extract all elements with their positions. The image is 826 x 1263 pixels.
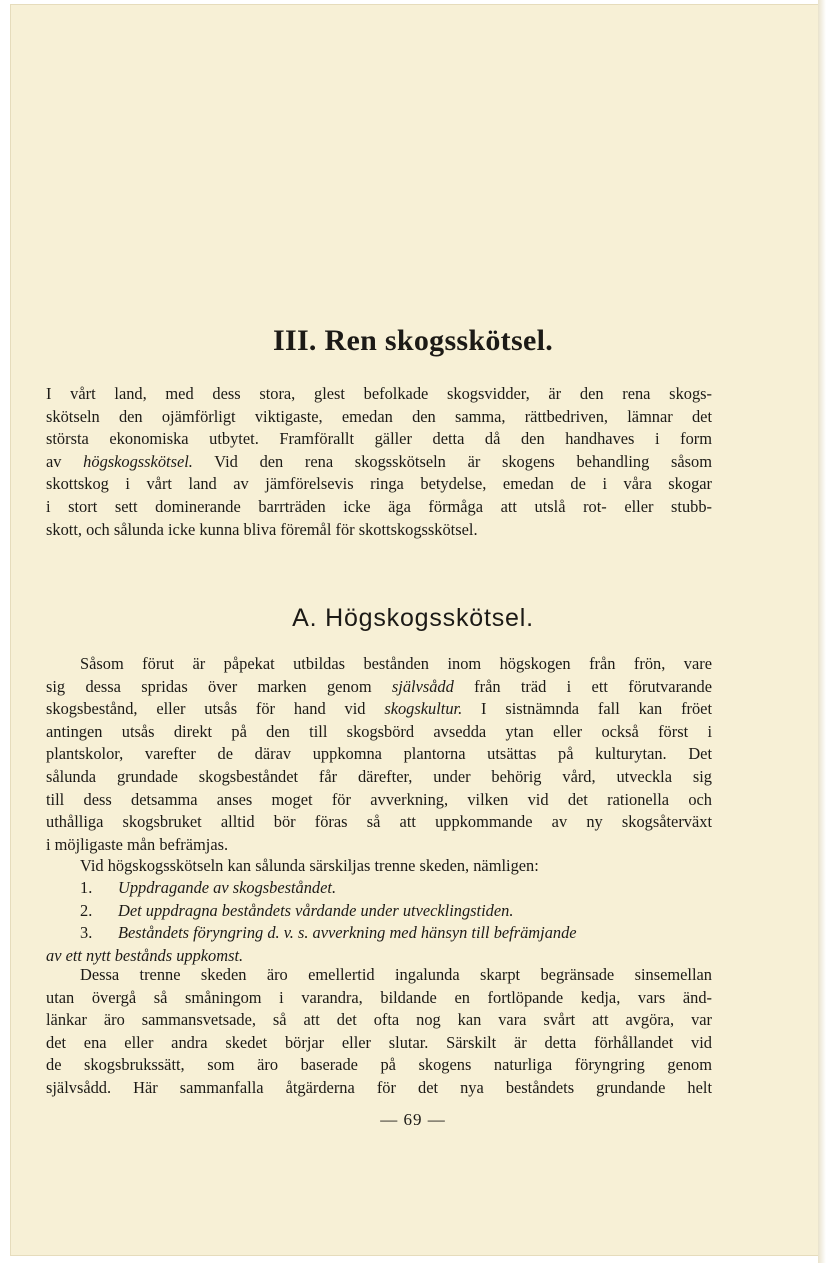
intro-line-1: I vårt land, med dess stora, glest befolkade skogsvidder, är den rena skogs- [46, 384, 712, 403]
body-paragraph [46, 653, 712, 856]
body-line-8: uthålliga skogsbruket alltid bör föras så att uppkommande av ny skogsåterväxt [46, 812, 712, 832]
stages-intro [46, 855, 712, 878]
body-line-4: antingen utsås direkt på den till skogsbörd avsedda ytan eller också först i [46, 721, 712, 741]
body-line-3-a: skogsbestånd, eller utsås för hand vid [46, 699, 366, 719]
body-line-1-text: Såsom förut är påpekat utbildas bestånden inom högskogen från frön, vare [80, 654, 712, 673]
body-line-3 [46, 698, 712, 721]
closing-line-5: de skogsbrukssätt, som äro baserade på skogens naturliga föryngring genom [46, 1055, 712, 1075]
section-title: A. Högskogsskötsel. [292, 604, 534, 632]
closing-line-4: det ena eller andra skedet börjar eller slutar. Särskilt är detta förhållandet vid [46, 1032, 712, 1052]
stage-item-2 [46, 900, 712, 923]
intro-line-4-italic: högskogsskötsel. [83, 451, 193, 471]
stages-intro-line [46, 855, 712, 878]
closing-line-1 [46, 964, 712, 987]
body-line-5: plantskolor, varefter de därav uppkomna plantorna utsättas på kulturytan. Det [46, 744, 712, 764]
intro-line-7: skott, och sålunda icke kunna bliva föremål för skottskogsskötsel. [46, 519, 478, 539]
body-line-1 [46, 653, 712, 676]
body-line-3-b: I sistnämnda fall kan fröet [481, 699, 712, 719]
intro-line-3: största ekonomiska utbytet. Framförallt gäller detta då den handhaves i form [46, 429, 712, 449]
body-line-2-a: sig dessa spridas över marken genom [46, 676, 372, 696]
intro-line-2: skötseln den ojämförligt viktigaste, emedan den samma, rättbedriven, lämnar det [46, 406, 712, 426]
stage-text-2: Det uppdragna beståndets vårdande under utvecklingstiden. [118, 900, 514, 920]
intro-line-4 [46, 451, 712, 474]
stages-list [46, 877, 712, 967]
body-line-2 [46, 676, 712, 699]
stage-item-3 [46, 922, 712, 945]
body-line-7: till dess detsamma anses moget för avverkning, vilken vid det rationella och [46, 789, 712, 809]
page-number: — 69 — [380, 1110, 446, 1129]
stage-text-3-cont: av ett nytt bestånds uppkomst. [46, 945, 244, 965]
body-line-2-b: från träd i ett förutvarande [474, 676, 712, 696]
closing-line-1-text: Dessa trenne skeden äro emellertid ingalunda skarpt begränsade sinsemellan [80, 965, 712, 984]
body-line-2-italic: självsådd [391, 676, 454, 696]
body-line-3-italic: skogskultur. [384, 699, 463, 719]
stage-item-1 [46, 877, 712, 900]
stage-text-3: Beståndets föryngring d. v. s. avverkning med hänsyn till befrämjande [118, 923, 577, 943]
intro-line-4-text: Vid den rena skogsskötseln är skogens behandling såsom [214, 451, 712, 471]
body-line-6: sålunda grundade skogsbeståndet får därefter, under behörig vård, utveckla sig [46, 766, 712, 786]
intro-paragraph [46, 383, 712, 541]
intro-line-6: i stort sett dominerande barrträden icke äga förmåga att utslå rot- eller stubb- [46, 496, 712, 516]
closing-line-2: utan övergå så småningom i varandra, bildande en fortlöpande kedja, vars änd- [46, 987, 712, 1007]
closing-line-3: länkar äro sammansvetsade, så att det ofta nog kan vara svårt att avgöra, var [46, 1010, 712, 1030]
intro-line-4-prefix: av [46, 451, 62, 471]
closing-line-6: självsådd. Här sammanfalla åtgärderna för det nya beståndets grundande helt [46, 1077, 712, 1097]
closing-paragraph [46, 964, 712, 1100]
stage-number-2: 2. [80, 900, 93, 920]
chapter-title: III. Ren skogsskötsel. [273, 324, 553, 357]
stages-intro-text: Vid högskogsskötseln kan sålunda särskiljas trenne skeden, nämligen: [80, 856, 539, 875]
stage-number-3: 3. [80, 923, 93, 943]
body-line-9: i möjligaste mån befrämjas. [46, 834, 229, 854]
intro-line-5: skottskog i vårt land av jämförelsevis ringa betydelse, emedan de i våra skogar [46, 474, 712, 494]
stage-number-1: 1. [80, 878, 93, 897]
stage-text-1: Uppdragande av skogsbeståndet. [118, 878, 337, 897]
